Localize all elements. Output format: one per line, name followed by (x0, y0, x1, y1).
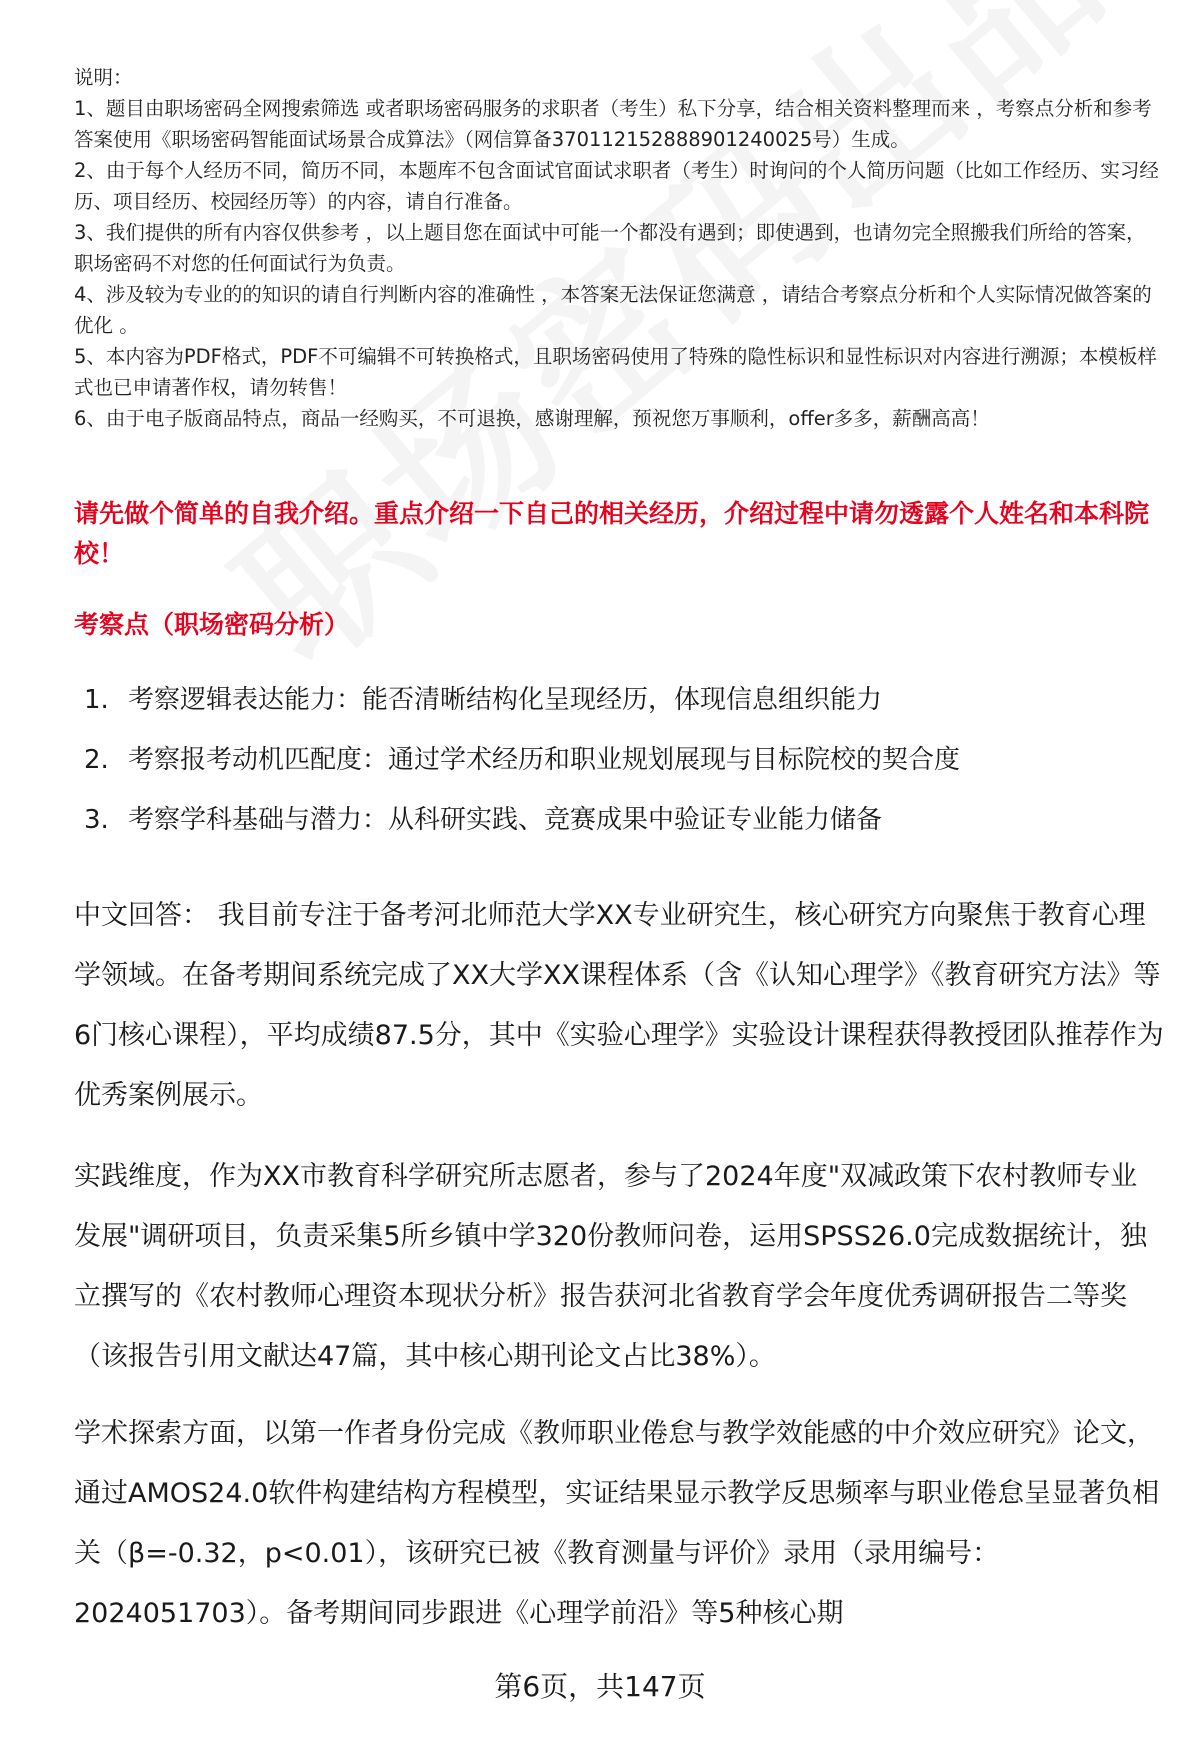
note-item: 3、我们提供的所有内容仅供参考 ，以上题目您在面试中可能一个都没有遇到；即使遇到，也请勿完全照搬我们所给的答案，职场密码不对您的任何面试行为负责。 (74, 221, 1146, 275)
note-item: 6、由于电子版商品特点，商品一经购买，不可退换，感谢理解，预祝您万事顺利，offer多多，薪酬高高！ (74, 407, 990, 430)
point-number: 2. (84, 745, 109, 775)
disclaimer-notes (74, 62, 1160, 434)
note-item: 2、由于每个人经历不同，简历不同，本题库不包含面试官面试求职者（考生）时询问的个人简历问题（比如工作经历、实习经历、项目经历、校园经历等）的内容，请自行准备。 (74, 159, 1159, 213)
answer-paragraph: 实践维度，作为XX市教育科学研究所志愿者，参与了2024年度"双减政策下农村教师专业发展"调研项目，负责采集5所乡镇中学320份教师问卷，运用SPSS26.0完成数据统计，独立撰写的《农村教师心理资本现状分析》报告获河北省教育学会年度优秀调研报告二等奖（该报告引用文献达47篇，其中核心期刊论文占比38%）。 (74, 1161, 1147, 1372)
point-text: 考察报考动机匹配度：通过学术经历和职业规划展现与目标院校的契合度 (128, 745, 961, 775)
note-item: 1、题目由职场密码全网搜索筛选 或者职场密码服务的求职者（考生）私下分享，结合相关资料整理而来 ，考察点分析和参考答案使用《职场密码智能面试场景合成算法》（网信算备370112152888901240025号）生成。 (74, 97, 1152, 151)
notes-title: 说明： (74, 66, 133, 89)
analysis-point (84, 682, 1160, 742)
analysis-heading: 考察点（职场密码分析） (74, 610, 350, 639)
point-text: 考察学科基础与潜力：从科研实践、竞赛成果中验证专业能力储备 (128, 805, 883, 835)
answer-paragraph: 学术探索方面，以第一作者身份完成《教师职业倦怠与教学效能感的中介效应研究》论文，通过AMOS24.0软件构建结构方程模型，实证结果显示教学反思频率与职业倦怠呈显著负相关（β=-0.32，p<0.01），该研究已被《教育测量与评价》录用（录用编号：2024051703）。备考期间同步跟进《心理学前沿》等5种核心期 (74, 1418, 1160, 1629)
point-number: 3. (84, 805, 109, 835)
interview-question: 请先做个简单的自我介绍。重点介绍一下自己的相关经历，介绍过程中请勿透露个人姓名和本科院校！ (74, 499, 1150, 568)
analysis-points (84, 682, 1160, 862)
page-number: 第6页，共147页 (494, 1670, 706, 1703)
analysis-point (84, 742, 1160, 802)
analysis-point (84, 802, 1160, 862)
point-text: 考察逻辑表达能力：能否清晰结构化呈现经历，体现信息组织能力 (128, 685, 883, 715)
note-item: 4、涉及较为专业的的知识的请自行判断内容的准确性 ，本答案无法保证您满意 ，请结合考察点分析和个人实际情况做答案的优化 。 (74, 283, 1152, 337)
note-item: 5、本内容为PDF格式，PDF不可编辑不可转换格式，且职场密码使用了特殊的隐性标识和显性标识对内容进行溯源；本模板样式也已申请著作权，请勿转售！ (74, 345, 1157, 399)
answer-paragraph: 中文回答： 我目前专注于备考河北师范大学XX专业研究生，核心研究方向聚焦于教育心理学领域。在备考期间系统完成了XX大学XX课程体系（含《认知心理学》《教育研究方法》等6门核心课程），平均成绩87.5分，其中《实验心理学》实验设计课程获得教授团队推荐作为优秀案例展示。 (74, 900, 1164, 1111)
point-number: 1. (84, 685, 109, 715)
